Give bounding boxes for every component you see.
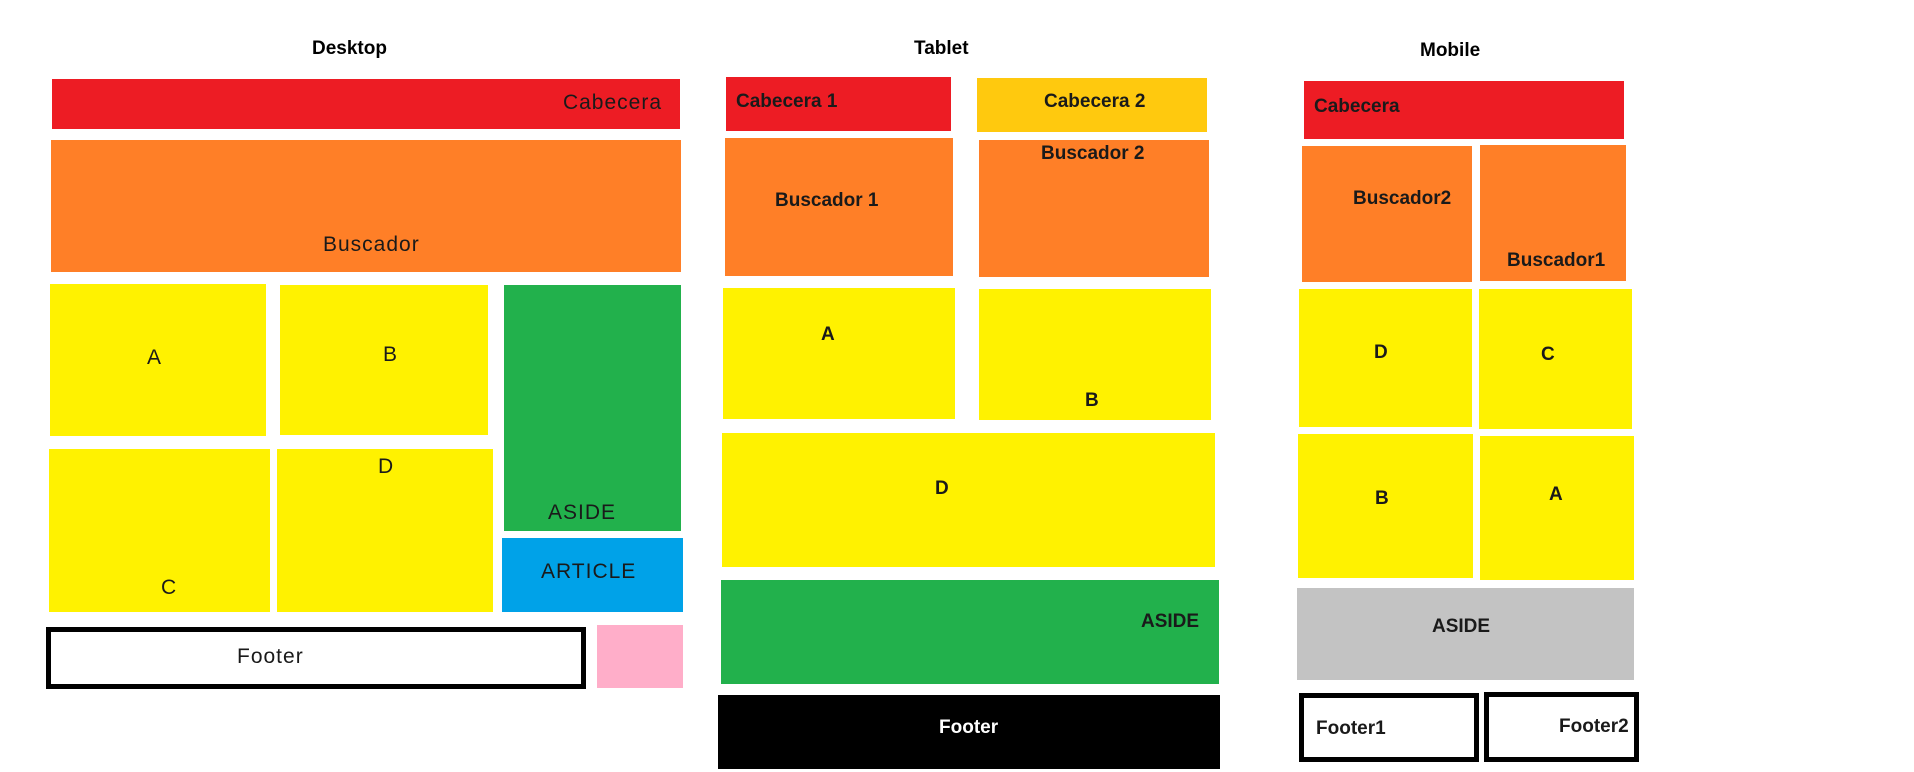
tablet-title: Tablet xyxy=(914,38,969,59)
tablet-block-d-label: D xyxy=(935,478,949,499)
mobile-aside-label: ASIDE xyxy=(1432,616,1491,637)
desktop-buscador xyxy=(51,140,681,272)
desktop-footer-label: Footer xyxy=(237,645,304,668)
tablet-buscador-2 xyxy=(979,140,1209,277)
mobile-block-a xyxy=(1480,436,1634,580)
desktop-title: Desktop xyxy=(312,38,387,59)
mobile-block-c xyxy=(1479,289,1632,429)
tablet-block-a-label: A xyxy=(821,324,835,345)
desktop-block-d xyxy=(277,449,493,612)
desktop-aside-label: ASIDE xyxy=(548,501,617,524)
desktop-cabecera-label: Cabecera xyxy=(562,91,662,114)
tablet-block-b-label: B xyxy=(1085,390,1099,411)
mobile-footer-2-label: Footer2 xyxy=(1559,716,1629,737)
tablet-block-d xyxy=(722,433,1215,567)
desktop-aside xyxy=(504,285,681,531)
desktop-article xyxy=(502,538,683,612)
mobile-footer-1-label: Footer1 xyxy=(1316,718,1386,739)
mobile-footer-1 xyxy=(1299,693,1479,762)
desktop-block-c-label: C xyxy=(161,576,178,599)
tablet-cabecera-2 xyxy=(977,78,1207,132)
tablet-aside-label: ASIDE xyxy=(1141,611,1200,632)
desktop-block-b-label: B xyxy=(383,343,399,366)
mobile-block-b-label: B xyxy=(1375,488,1389,509)
mobile-buscador-2-label: Buscador2 xyxy=(1353,188,1452,209)
tablet-footer xyxy=(718,695,1220,769)
desktop-buscador-label: Buscador xyxy=(323,233,420,256)
tablet-cabecera-2-label: Cabecera 2 xyxy=(1044,91,1146,112)
mobile-block-c-label: C xyxy=(1541,344,1555,365)
tablet-footer-label: Footer xyxy=(939,717,999,738)
mobile-block-b xyxy=(1298,434,1473,578)
tablet-aside xyxy=(721,580,1219,684)
tablet-cabecera-1-label: Cabecera 1 xyxy=(736,91,838,112)
mobile-block-d-label: D xyxy=(1374,342,1388,363)
desktop-article-label: ARTICLE xyxy=(541,560,637,583)
tablet-buscador-1 xyxy=(725,138,953,276)
desktop-extra-block xyxy=(597,625,683,688)
tablet-buscador-1-label: Buscador 1 xyxy=(775,190,879,211)
mobile-aside xyxy=(1297,588,1634,680)
desktop-block-d-label: D xyxy=(378,455,395,478)
mobile-buscador-1 xyxy=(1480,145,1626,281)
mobile-block-d xyxy=(1299,289,1472,427)
tablet-cabecera-1 xyxy=(726,77,951,131)
mobile-title: Mobile xyxy=(1420,40,1481,61)
mobile-cabecera-label: Cabecera xyxy=(1314,96,1400,117)
tablet-block-b xyxy=(979,289,1211,420)
tablet-block-a xyxy=(723,288,955,419)
mobile-buscador-2 xyxy=(1302,146,1472,282)
mobile-footer-2 xyxy=(1484,692,1639,762)
mobile-buscador-1-label: Buscador1 xyxy=(1507,250,1606,271)
tablet-buscador-2-label: Buscador 2 xyxy=(1041,143,1145,164)
desktop-footer xyxy=(46,627,586,689)
desktop-cabecera xyxy=(52,79,680,129)
mobile-cabecera xyxy=(1304,81,1624,139)
desktop-block-a xyxy=(50,284,266,436)
desktop-block-b xyxy=(280,285,488,435)
desktop-block-a-label: A xyxy=(147,346,163,369)
desktop-block-c xyxy=(49,449,270,612)
mobile-block-a-label: A xyxy=(1549,484,1563,505)
